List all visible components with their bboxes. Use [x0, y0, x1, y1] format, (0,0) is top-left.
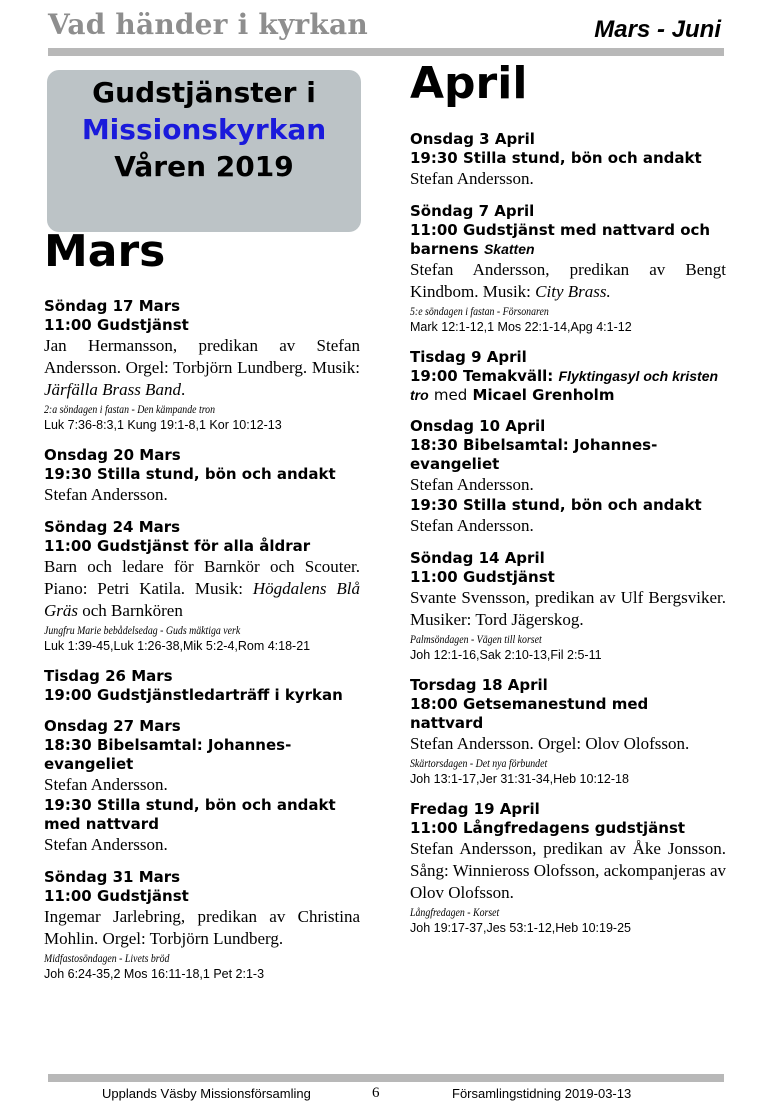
event-refs: Joh 19:17-37,Jes 53:1-12,Heb 10:19-25	[410, 921, 631, 935]
event-refs: Joh 12:1-16,Sak 2:10-13,Fil 2:5-11	[410, 648, 602, 662]
event-date: Torsdag 18 April	[410, 676, 548, 694]
event-date: Onsdag 27 Mars	[44, 717, 181, 735]
title-box	[47, 70, 361, 232]
event-april-3	[410, 130, 726, 190]
header-rule	[48, 48, 724, 56]
header-date-range: Mars - Juni	[594, 16, 721, 43]
event-time: 19:30 Stilla stund, bön och andakt	[44, 465, 336, 483]
title-box-line1: Gudstjänster i	[92, 76, 316, 109]
event-april-7	[410, 202, 726, 336]
event-date: Onsdag 20 Mars	[44, 446, 181, 464]
event-refs: Luk 7:36-8:3,1 Kung 19:1-8,1 Kor 10:12-13	[44, 418, 282, 432]
event-mars-24	[44, 518, 360, 655]
event-april-10	[410, 417, 726, 537]
event-april-14	[410, 549, 726, 664]
event-date: Tisdag 26 Mars	[44, 667, 173, 685]
event-note: Långfredagen - Korset	[410, 905, 500, 919]
event-mars-17	[44, 297, 360, 434]
event-refs: Joh 13:1-17,Jer 31:31-34,Heb 10:12-18	[410, 772, 629, 786]
event-date: Tisdag 9 April	[410, 348, 527, 366]
event-body: Stefan Andersson, predikan av Åke Jonsson. Sång: Winnieross Olofsson, ackompanjeras av Olov Olofsson.	[410, 839, 726, 902]
month-heading-april: April	[410, 58, 528, 109]
event-note: 2:a söndagen i fastan - Den kämpande tron	[44, 402, 215, 416]
event-date: Onsdag 10 April	[410, 417, 546, 435]
footer-issue: Församlingstidning 2019-03-13	[452, 1086, 632, 1101]
event-body: Stefan Andersson. Orgel: Olov Olofsson.	[410, 734, 690, 753]
april-column	[410, 130, 726, 949]
event-body: Stefan Andersson.	[410, 169, 534, 188]
title-box-line3: Våren 2019	[114, 150, 294, 183]
month-heading-mars: Mars	[44, 226, 166, 277]
event-april-9	[410, 348, 726, 405]
event-body: Ingemar Jarlebring, predikan av Christina Mohlin. Orgel: Torbjörn Lundberg.	[44, 907, 360, 948]
title-box-line2: Missionskyrkan	[81, 113, 327, 146]
event-time: 11:00 Gudstjänst	[410, 568, 555, 586]
event-note: Jungfru Marie bebådelsedag - Guds mäktiga verk	[44, 623, 241, 637]
event-note: Midfastosöndagen - Livets bröd	[44, 951, 170, 965]
event-time-second: 19:30 Stilla stund, bön och andakt	[410, 496, 702, 514]
event-body-second: Stefan Andersson.	[410, 516, 534, 535]
event-body: Jan Hermansson, predikan av Stefan Andersson. Orgel: Torbjörn Lundberg. Musik: Järfälla Brass Band.	[44, 336, 360, 399]
mars-column	[44, 297, 360, 995]
event-date: Söndag 17 Mars	[44, 297, 181, 315]
event-refs: Luk 1:39-45,Luk 1:26-38,Mik 5:2-4,Rom 4:18-21	[44, 639, 311, 653]
event-time-second: 19:30 Stilla stund, bön och andakt med nattvard	[44, 796, 336, 833]
event-note: Skärtorsdagen - Det nya förbundet	[410, 756, 548, 770]
event-body: Svante Svensson, predikan av Ulf Bergsviker. Musiker: Tord Jägerskog.	[410, 588, 726, 629]
event-note: Palmsöndagen - Vägen till korset	[410, 632, 542, 646]
event-time: 11:00 Gudstjänst	[44, 316, 189, 334]
event-mars-20	[44, 446, 360, 506]
event-date: Fredag 19 April	[410, 800, 540, 818]
event-date: Söndag 24 Mars	[44, 518, 181, 536]
header-title: Vad händer i kyrkan	[48, 8, 368, 41]
event-refs: Joh 6:24-35,2 Mos 16:11-18,1 Pet 2:1-3	[44, 967, 265, 981]
footer-page-number: 6	[372, 1085, 380, 1101]
footer-organization: Upplands Väsby Missionsförsamling	[102, 1086, 311, 1101]
event-time: 11:00 Långfredagens gudstjänst	[410, 819, 686, 837]
event-time: 11:00 Gudstjänst med nattvard och barnens Skatten	[410, 221, 711, 258]
footer-rule	[48, 1074, 724, 1082]
event-time: 19:00 Gudstjänstledarträff i kyrkan	[44, 686, 343, 704]
event-date: Söndag 31 Mars	[44, 868, 181, 886]
event-date: Söndag 7 April	[410, 202, 535, 220]
event-body: Barn och ledare för Barnkör och Scouter. Piano: Petri Katila. Musik: Högdalens Blå Gräs och Barnkören	[44, 557, 360, 620]
event-mars-31	[44, 868, 360, 983]
event-time: 18:30 Bibelsamtal: Johannes-evangeliet	[44, 736, 292, 773]
event-april-19	[410, 800, 726, 937]
event-time: 19:00 Temakväll: Flyktingasyl och kristen tro med Micael Grenholm	[410, 367, 719, 404]
event-body: Stefan Andersson.	[44, 485, 168, 504]
event-time: 19:30 Stilla stund, bön och andakt	[410, 149, 702, 167]
event-note: 5:e söndagen i fastan - Försonaren	[410, 304, 549, 318]
event-date: Onsdag 3 April	[410, 130, 535, 148]
event-time: 11:00 Gudstjänst för alla åldrar	[44, 537, 311, 555]
event-body: Stefan Andersson.	[410, 475, 534, 494]
event-mars-27	[44, 717, 360, 856]
event-body-second: Stefan Andersson.	[44, 835, 168, 854]
event-april-18	[410, 676, 726, 788]
event-refs: Mark 12:1-12,1 Mos 22:1-14,Apg 4:1-12	[410, 320, 632, 334]
event-time: 18:30 Bibelsamtal: Johannes-evangeliet	[410, 436, 658, 473]
event-body: Stefan Andersson, predikan av Bengt Kindbom. Musik: City Brass.	[410, 260, 726, 301]
event-date: Söndag 14 April	[410, 549, 545, 567]
event-mars-26	[44, 667, 360, 705]
event-body: Stefan Andersson.	[44, 775, 168, 794]
event-time: 11:00 Gudstjänst	[44, 887, 189, 905]
event-time: 18:00 Getsemanestund med nattvard	[410, 695, 649, 732]
